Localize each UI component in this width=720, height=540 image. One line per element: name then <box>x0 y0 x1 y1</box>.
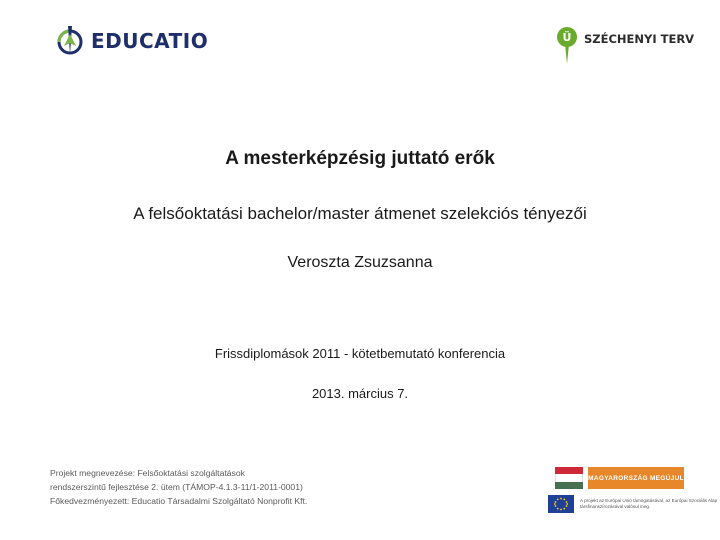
map-pin-icon <box>556 26 578 66</box>
eu-support-badge <box>548 495 720 513</box>
project-info <box>50 466 307 508</box>
szechenyi-terv-wordmark: SZÉCHENYI TERV <box>584 32 695 46</box>
project-info-line: Projekt megnevezése: Felsőoktatási szolgáltatások <box>50 468 245 478</box>
eu-flag-icon <box>548 495 574 513</box>
badge-label: MAGYARORSZÁG MEGÚJUL <box>588 467 684 489</box>
hungarian-flag-icon <box>555 467 583 489</box>
slide-title: A mesterképzésig juttató erők <box>225 148 495 169</box>
educatio-logo-icon <box>55 24 85 58</box>
project-info-line: Főkedvezményezett: Educatio Társadalmi Szolgáltató Nonprofit Kft. <box>50 496 308 506</box>
pin-glyph: Ü <box>562 31 572 44</box>
educatio-logo <box>55 24 208 58</box>
slide-subtitle: A felsőoktatási bachelor/master átmenet szelekciós tényezői <box>133 204 587 223</box>
educatio-wordmark: EDUCATIO <box>91 29 209 53</box>
project-info-line: rendszerszintű fejlesztése 2. ütem (TÁMOP-4.1.3-11/1-2011-0001) <box>50 482 303 492</box>
szechenyi-terv-logo <box>556 26 694 66</box>
conference-name: Frissdiplomások 2011 - kötetbemutató konferencia <box>214 346 506 361</box>
magyarorszag-megujul-badge <box>555 467 684 489</box>
eu-support-text: A projekt az Európai Unió támogatásával, az Európai Szociális Alap társfinanszírozásával valósul meg. <box>580 498 718 509</box>
presentation-date: 2013. március 7. <box>311 386 409 401</box>
author-name: Veroszta Zsuzsanna <box>287 254 433 271</box>
